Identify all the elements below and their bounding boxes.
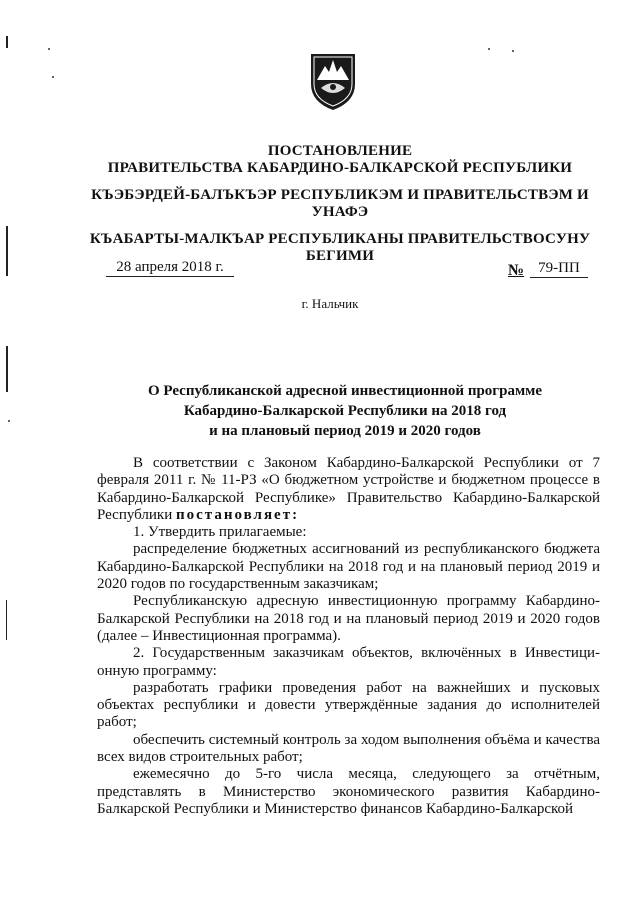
resolution-keyword: постановляет:	[176, 506, 300, 523]
document-number: 79-ПП	[530, 260, 588, 278]
scan-mark	[6, 36, 8, 48]
paragraph: распределение бюджетных ассигнований из республиканского бюджета Кабардино-Балкарской Республики на 2018 год и на плановый период 2019 и 2020 годов по государственным заказчикам;	[97, 541, 600, 593]
header-subtitle-ru: ПРАВИТЕЛЬСТВА КАБАРДИНО-БАЛКАРСКОЙ РЕСПУБЛИКИ	[107, 160, 573, 176]
number-sign: №	[508, 262, 525, 279]
header-kbd-line2: УНАФЭ	[311, 204, 369, 220]
title-line: Кабардино-Балкарской Республики на 2018 год	[183, 403, 507, 419]
paragraph	[97, 455, 600, 524]
paragraph: обеспечить системный контроль за ходом выполнения объёма и качества всех видов строительных работ;	[97, 731, 600, 766]
document-title	[130, 381, 560, 441]
header-kbd-line1: КЪЭБЭРДЕЙ-БАЛЪКЪЭР РЕСПУБЛИКЭМ И ПРАВИТЕЛЬСТВЭМ И	[91, 187, 589, 203]
scan-dot	[8, 420, 10, 422]
paragraph-text: В соответствии с Законом Кабардино-Балкарской Республики от 7 февраля 2011 г. № 11-РЗ «О бюджетном устройстве и бюджетном процессе в Кабардино-Балкарской Республике» Правительство Кабардино-Балкарской Республики	[97, 455, 600, 523]
scan-mark	[6, 346, 8, 392]
title-line: О Республиканской адресной инвестиционной программе	[147, 383, 543, 399]
paragraph: разработать графики проведения работ на важнейших и пусковых объектах республики и довести утверждённые задания до исполнителей работ;	[97, 679, 600, 731]
document-date: 28 апреля 2018 г.	[106, 258, 234, 277]
scan-dot	[52, 76, 54, 78]
coat-of-arms-icon	[307, 50, 359, 112]
header-krc-line2: БЕГИМИ	[305, 248, 375, 264]
scan-mark	[6, 226, 8, 276]
title-line: и на плановый период 2019 и 2020 годов	[209, 423, 481, 439]
city: г. Нальчик	[301, 296, 359, 311]
paragraph: 2. Государственным заказчикам объектов, включённых в Инвестици-онную программу:	[97, 645, 600, 679]
paragraph: Республиканскую адресную инвестиционную программу Кабардино-Балкарской Республики на 2018 год и на плановый период 2019 и 2020 годов (далее – Инвестиционная программа).	[97, 593, 600, 644]
scan-mark	[6, 600, 7, 640]
document-body	[97, 455, 600, 818]
paragraph: 1. Утвердить прилагаемые:	[133, 524, 307, 541]
header-krc-line1: КЪАБАРТЫ-МАЛКЪАР РЕСПУБЛИКАНЫ ПРАВИТЕЛЬСТВОСУНУ	[89, 231, 591, 247]
scan-dot	[488, 48, 490, 50]
header-title-ru: ПОСТАНОВЛЕНИЕ	[267, 143, 413, 159]
paragraph: ежемесячно до 5-го числа месяца, следующего за отчётным, представлять в Министерство экономического развития Кабардино-Балкарской Республики и Министерство финансов Кабардино-Балкарской	[97, 766, 600, 817]
scan-dot	[512, 50, 514, 52]
scan-dot	[48, 48, 50, 50]
